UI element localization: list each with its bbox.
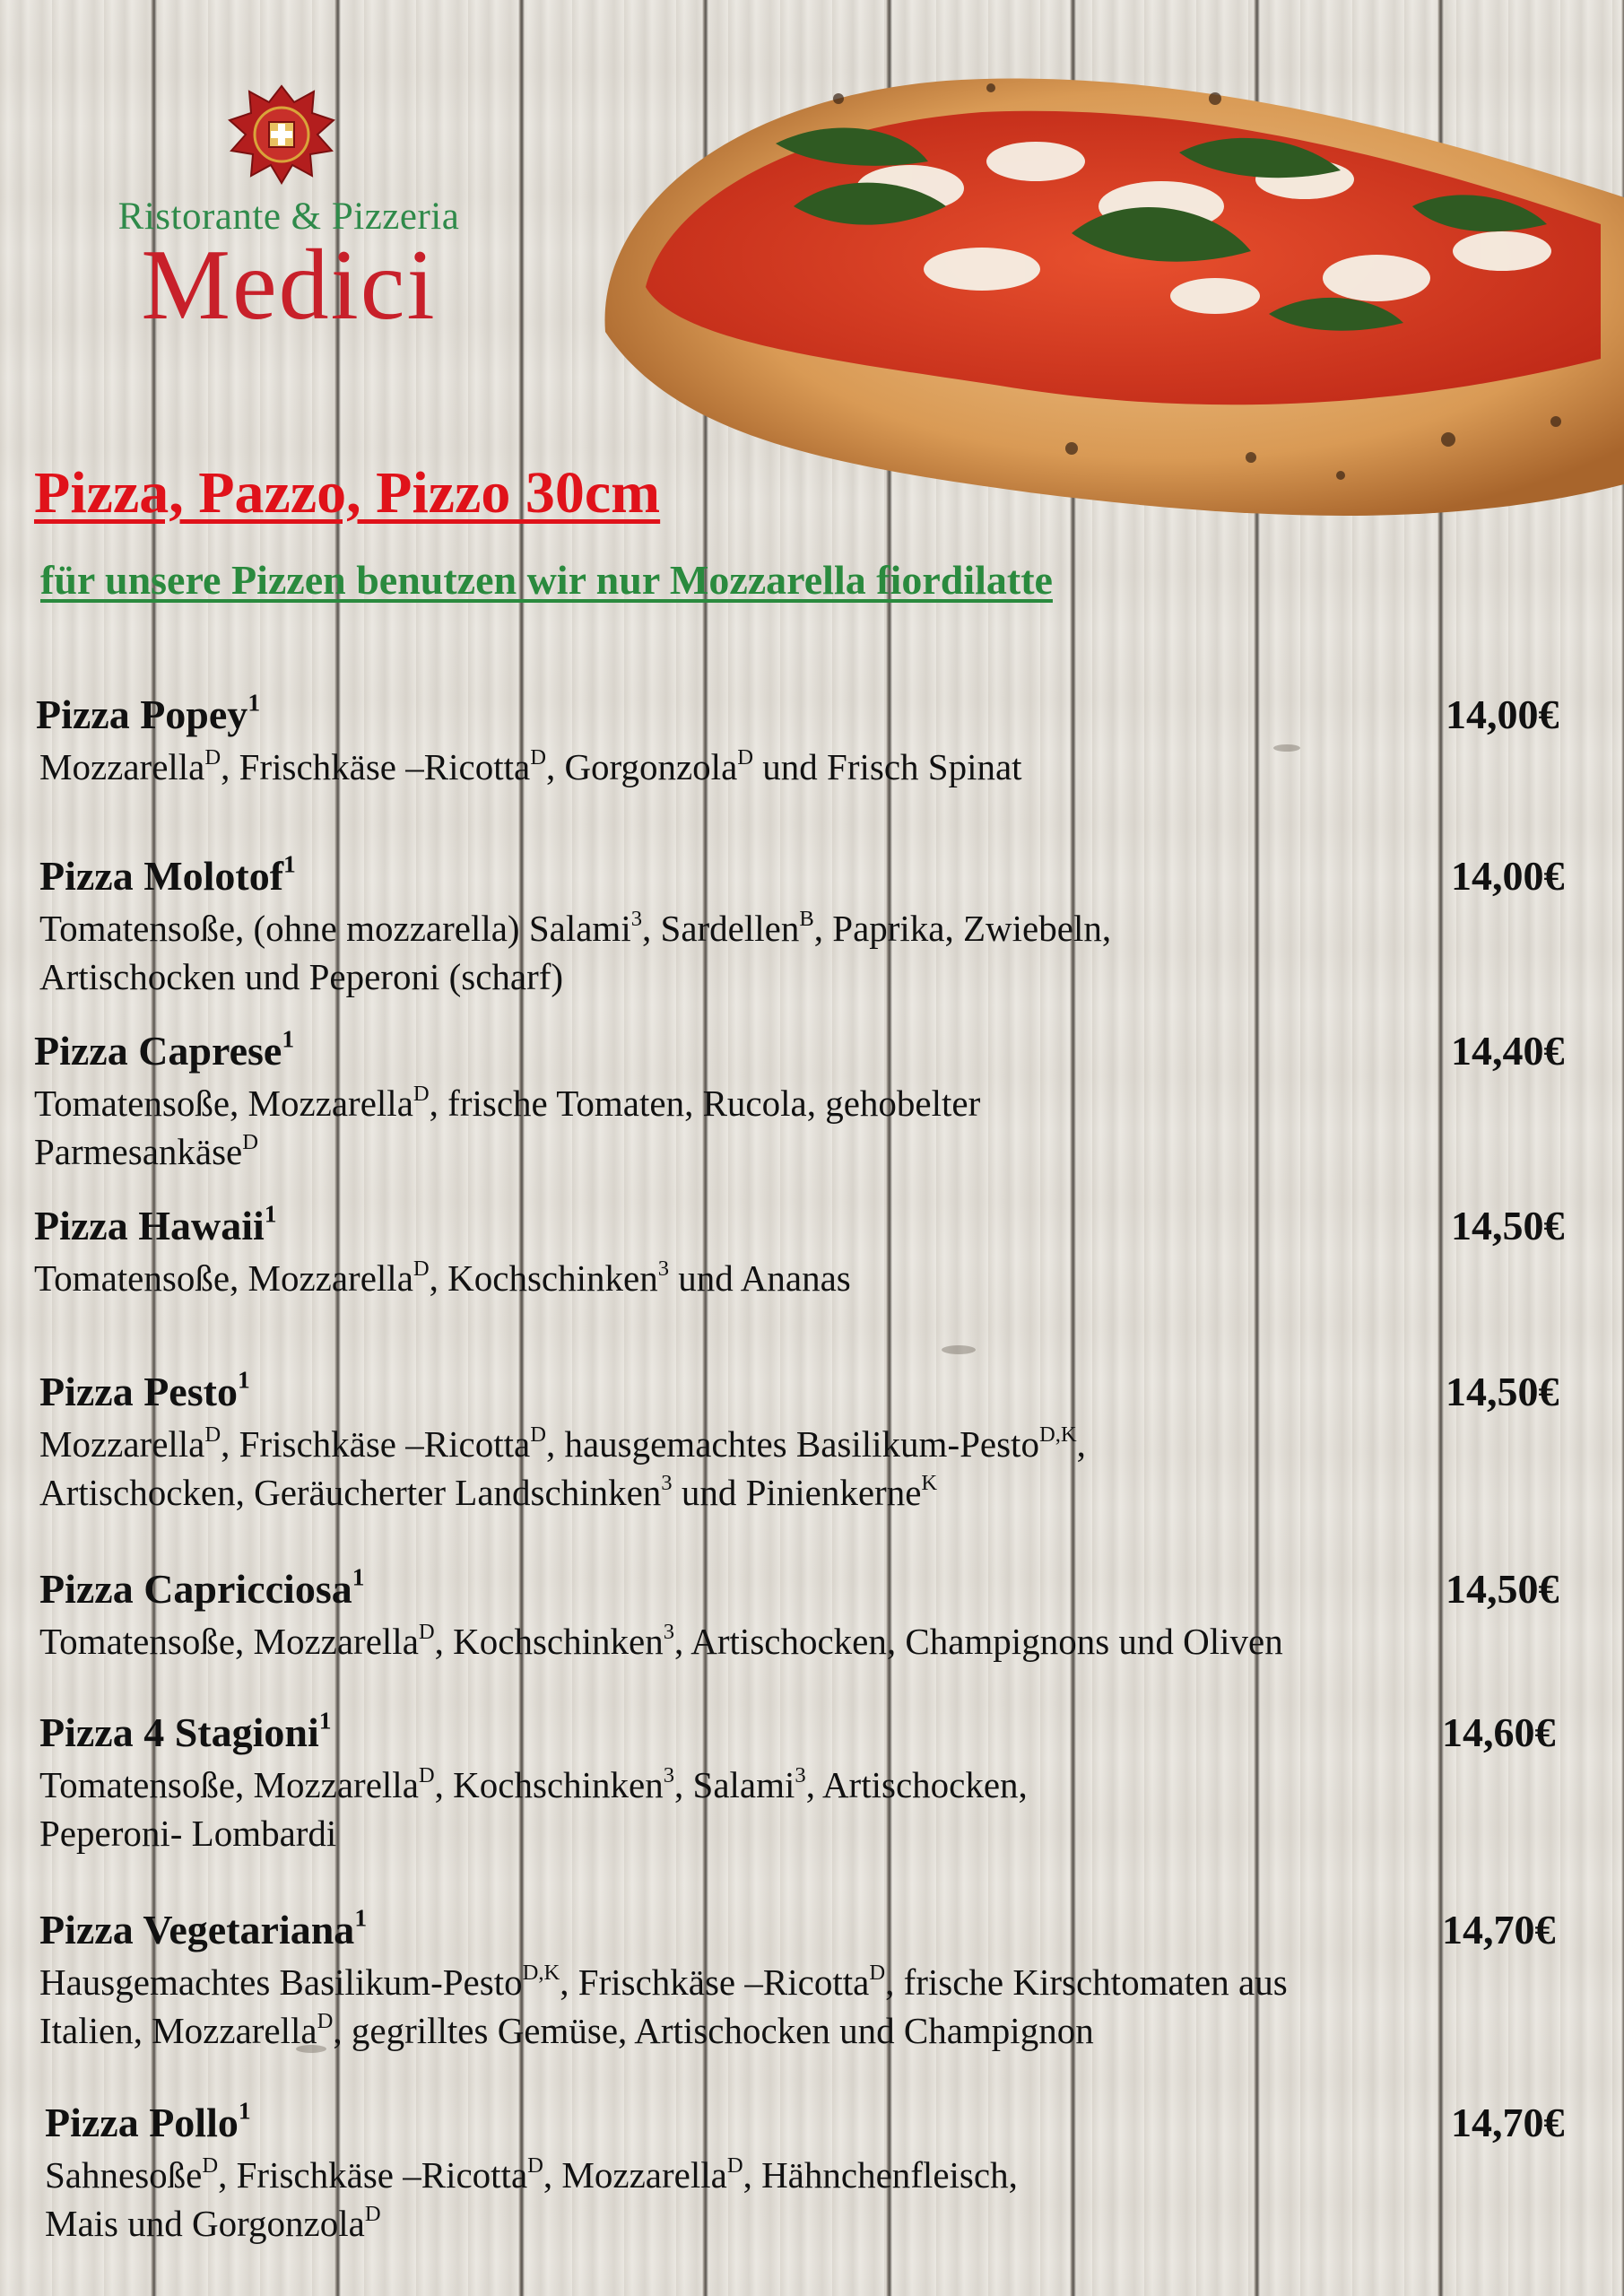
- menu-item-name: [39, 1562, 365, 1613]
- ingredient-text: , Artischocken,: [805, 1764, 1028, 1805]
- ingredient-text: , Salami: [674, 1764, 795, 1805]
- allergen-footnote: 1: [248, 688, 261, 717]
- allergen-code: D: [418, 1619, 435, 1644]
- allergen-code: K: [921, 1470, 938, 1495]
- ingredient-text: Hausgemachtes Basilikum-Pesto: [39, 1961, 523, 2003]
- ingredient-text: , hausgemachtes Basilikum-Pesto: [545, 1423, 1039, 1465]
- ingredient-text: , Frischkäse –Ricotta: [560, 1961, 870, 2003]
- menu-item-price: 14,50€: [1451, 1203, 1565, 1248]
- menu-item-description: [39, 743, 1022, 791]
- menu-item-price: 14,50€: [1446, 1566, 1559, 1612]
- menu-item-name-text: Pizza Caprese: [34, 1028, 282, 1074]
- ingredient-text: Tomatensoße, Mozzarella: [39, 1621, 419, 1662]
- menu-item-name: [39, 1365, 250, 1415]
- ingredient-text: Sahnesoße: [45, 2154, 203, 2196]
- allergen-code: D: [204, 744, 221, 770]
- allergen-code: D,K: [522, 1960, 560, 1985]
- allergen-code: D: [869, 1960, 886, 1985]
- allergen-code: D: [413, 1081, 430, 1106]
- allergen-code: 3: [663, 1619, 675, 1644]
- menu-item-price: 14,70€: [1442, 1907, 1556, 1952]
- allergen-code: D: [527, 2152, 543, 2178]
- allergen-code: 3: [663, 1762, 675, 1787]
- menu-subtitle: für unsere Pizzen benutzen wir nur Mozzarella fiordilatte: [40, 557, 1053, 603]
- ingredient-text: , Frischkäse –Ricotta: [221, 1423, 531, 1465]
- allergen-footnote: 1: [283, 849, 296, 878]
- ingredient-text: Italien, Mozzarella: [39, 2010, 317, 2051]
- allergen-code: D: [413, 1256, 430, 1281]
- menu-item-description: [39, 1617, 1283, 1665]
- allergen-code: D: [204, 1422, 221, 1447]
- ingredient-text: Parmesankäse: [34, 1131, 243, 1172]
- ingredient-text: Artischocken, Geräucherter Landschinken: [39, 1472, 662, 1513]
- wood-knot: [1273, 744, 1300, 752]
- allergen-code: D,K: [1038, 1422, 1077, 1447]
- menu-item-name-text: Pizza Pollo: [45, 2100, 239, 2145]
- ingredient-text: , Kochschinken: [429, 1257, 658, 1299]
- allergen-code: 3: [657, 1256, 670, 1281]
- menu-item-description: [39, 1761, 1028, 1809]
- menu-item-description: [34, 1079, 980, 1127]
- ingredient-text: , Sardellen: [642, 908, 800, 949]
- menu-item-price: 14,60€: [1442, 1709, 1556, 1755]
- menu-item-name: [39, 1706, 332, 1756]
- allergen-footnote: 1: [238, 2096, 251, 2125]
- restaurant-logo: [47, 65, 531, 343]
- allergen-code: D: [242, 1129, 259, 1154]
- menu-item-description: [39, 1809, 336, 1857]
- allergen-code: D: [530, 1422, 546, 1447]
- ingredient-text: , gegrilltes Gemüse, Artischocken und Champignon: [333, 2010, 1094, 2051]
- menu-item-price: 14,00€: [1451, 853, 1565, 899]
- ingredient-text: , Artischocken, Champignons und Oliven: [674, 1621, 1283, 1662]
- menu-item-description: [39, 904, 1111, 952]
- allergen-code: D: [726, 2152, 743, 2178]
- menu-item-description: [39, 1468, 937, 1517]
- menu-item-name-text: Pizza 4 Stagioni: [39, 1709, 319, 1755]
- allergen-code: D: [737, 744, 754, 770]
- ingredient-text: , Frischkäse –Ricotta: [221, 746, 531, 787]
- allergen-code: D: [317, 2008, 334, 2033]
- menu-item-description: [45, 2151, 1018, 2199]
- menu-item-description: [39, 2006, 1094, 2055]
- allergen-footnote: 1: [352, 1562, 365, 1591]
- menu-item-price: 14,70€: [1451, 2100, 1565, 2145]
- wood-knot: [942, 1345, 976, 1354]
- logo-name: Medici: [141, 230, 437, 341]
- menu-item-name: [39, 849, 296, 900]
- menu-item-name: [34, 1199, 277, 1249]
- ingredient-text: Tomatensoße, Mozzarella: [39, 1764, 419, 1805]
- menu-item-name-text: Pizza Popey: [36, 691, 248, 737]
- ingredient-text: , Hähnchenfleisch,: [743, 2154, 1018, 2196]
- menu-item-description: [34, 1127, 258, 1176]
- menu-item-name-text: Pizza Pesto: [39, 1369, 238, 1414]
- ingredient-text: , frische Kirschtomaten aus: [885, 1961, 1288, 2003]
- allergen-code: 3: [795, 1762, 806, 1787]
- ingredient-text: Mozzarella: [39, 746, 205, 787]
- menu-item-name-text: Pizza Capricciosa: [39, 1566, 352, 1612]
- ingredient-text: und Frisch Spinat: [753, 746, 1022, 787]
- ingredient-text: und Ananas: [669, 1257, 851, 1299]
- ingredient-text: , Gorgonzola: [545, 746, 738, 787]
- ingredient-text: Artischocken und Peperoni (scharf): [39, 956, 564, 997]
- menu-item-description: [34, 1254, 851, 1302]
- ingredient-text: Mais und Gorgonzola: [45, 2203, 365, 2244]
- menu-item-description: [39, 1958, 1288, 2006]
- allergen-code: D: [364, 2201, 381, 2226]
- ingredient-text: , frische Tomaten, Rucola, gehobelter: [429, 1083, 981, 1124]
- menu-item-name: [36, 688, 261, 738]
- menu-item-name: [39, 1903, 368, 1953]
- menu-item-name-text: Pizza Vegetariana: [39, 1907, 355, 1952]
- menu-item-name: [34, 1024, 295, 1074]
- allergen-footnote: 1: [318, 1706, 332, 1735]
- ingredient-text: und Pinienkerne: [672, 1472, 922, 1513]
- menu-item-name-text: Pizza Molotof: [39, 853, 284, 899]
- menu-item-description: [45, 2199, 381, 2248]
- ingredient-text: , Paprika, Zwiebeln,: [813, 908, 1112, 949]
- menu-item-name-text: Pizza Hawaii: [34, 1203, 265, 1248]
- allergen-code: 3: [630, 906, 643, 931]
- ingredient-text: Tomatensoße, (ohne mozzarella) Salami: [39, 908, 631, 949]
- allergen-footnote: 1: [237, 1365, 250, 1394]
- menu-title: Pizza, Pazzo, Pizzo 30cm: [34, 460, 661, 526]
- allergen-footnote: 1: [354, 1903, 368, 1932]
- allergen-code: D: [202, 2152, 219, 2178]
- allergen-footnote: 1: [264, 1199, 277, 1228]
- menu-item-price: 14,50€: [1446, 1369, 1559, 1414]
- logo-subtitle: Ristorante & Pizzeria: [117, 196, 460, 238]
- ingredient-text: Peperoni- Lombardi: [39, 1813, 337, 1854]
- allergen-code: 3: [661, 1470, 673, 1495]
- calzone-pizza-image: [569, 63, 1624, 529]
- allergen-footnote: 1: [282, 1024, 295, 1053]
- ingredient-text: Mozzarella: [39, 1423, 205, 1465]
- allergen-code: D: [530, 744, 546, 770]
- allergen-code: B: [799, 906, 814, 931]
- menu-item-price: 14,40€: [1451, 1028, 1565, 1074]
- menu-item-name: [45, 2096, 251, 2146]
- crest-icon: [226, 83, 338, 186]
- menu-item-description: [39, 1420, 1086, 1468]
- ingredient-text: , Frischkäse –Ricotta: [218, 2154, 528, 2196]
- ingredient-text: , Mozzarella: [543, 2154, 727, 2196]
- menu-item-price: 14,00€: [1446, 691, 1559, 737]
- ingredient-text: , Kochschinken: [434, 1621, 664, 1662]
- ingredient-text: Tomatensoße, Mozzarella: [34, 1083, 413, 1124]
- ingredient-text: , Kochschinken: [434, 1764, 664, 1805]
- menu-item-description: [39, 952, 563, 1001]
- ingredient-text: ,: [1076, 1423, 1086, 1465]
- allergen-code: D: [418, 1762, 435, 1787]
- ingredient-text: Tomatensoße, Mozzarella: [34, 1257, 413, 1299]
